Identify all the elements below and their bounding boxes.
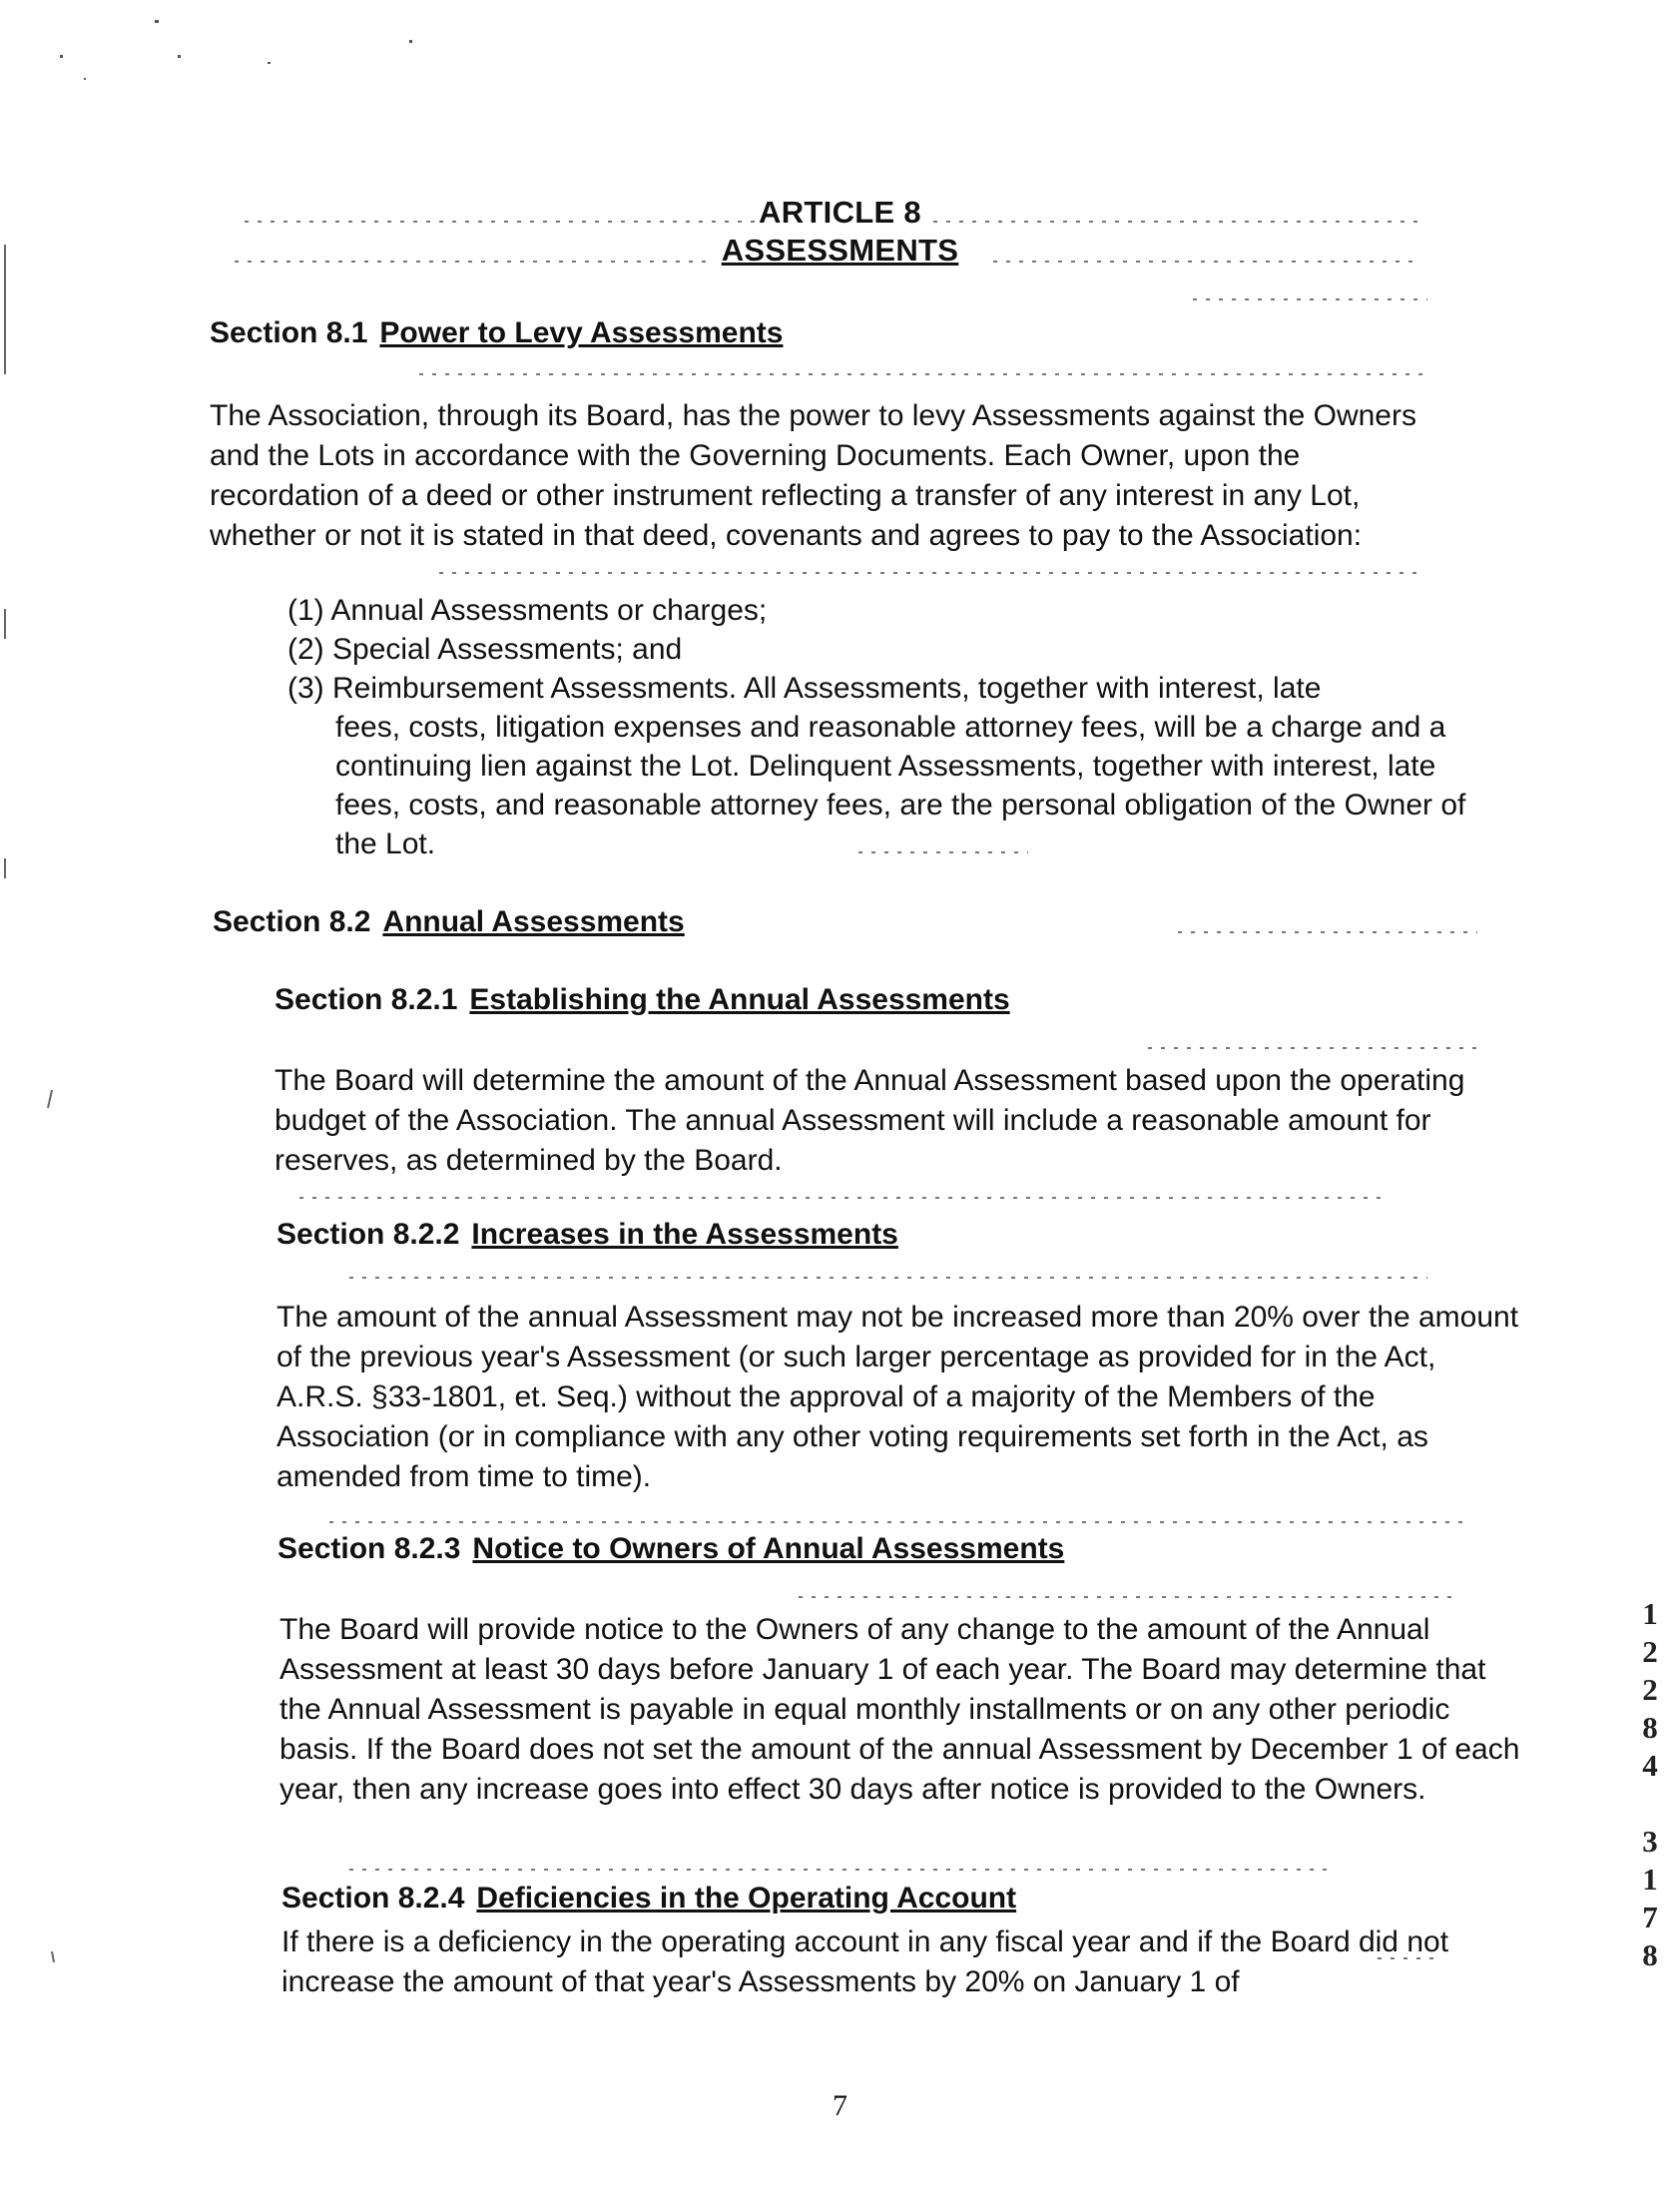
section-8-2-2-heading xyxy=(277,1218,898,1252)
assessment-type-list xyxy=(287,591,1495,863)
paragraph-text: If there is a deficiency in the operating account in any fiscal year and if the Board did not increase the amount of that year's Assessments by 20% on January 1 of xyxy=(281,1925,1449,1998)
section-number: Section 8.2.2 xyxy=(277,1218,460,1251)
section-number: Section 8.2.3 xyxy=(278,1532,461,1565)
article-title: ASSESSMENTS xyxy=(721,233,959,268)
stamp-digit: 3 xyxy=(1642,1824,1658,1859)
stamp-digit: 2 xyxy=(1642,1672,1658,1707)
section-8-1-intro xyxy=(210,396,1452,556)
stamp-digit: 8 xyxy=(1642,1710,1658,1745)
section-title: Notice to Owners of Annual Assessments xyxy=(472,1532,1065,1565)
list-item-continuation: fees, costs, litigation expenses and reasonable attorney fees, will be a charge and a continuing lien against the Lot. Delinquent Assessments, together with interest, late fees, costs, and reasonable attorney fees, are the personal obligation of the Owner of the Lot. xyxy=(335,711,1466,860)
paragraph-text: The Association, through its Board, has the power to levy Assessments against the Owners and the Lots in accordance with the Governing Documents. Each Owner, upon the recordation of a deed or other instrument reflecting a transfer of any interest in any Lot, whether or not it is stated in that deed, covenants and agrees to pay to the Association: xyxy=(210,399,1416,552)
stamp-digit: 1 xyxy=(1642,1596,1658,1631)
section-number: Section 8.2 xyxy=(213,905,371,938)
section-8-2-4-heading xyxy=(281,1882,1016,1916)
section-8-2-3-heading xyxy=(278,1532,1064,1566)
section-title: Deficiencies in the Operating Account xyxy=(476,1882,1017,1915)
recording-stamp xyxy=(1635,1595,1665,1974)
section-title: Power to Levy Assessments xyxy=(379,316,784,349)
section-8-2-3-body xyxy=(280,1610,1522,1810)
section-number: Section 8.2.1 xyxy=(275,983,458,1016)
section-title: Increases in the Assessments xyxy=(471,1218,898,1251)
paragraph-text: The amount of the annual Assessment may not be increased more than 20% over the amount of the previous year's Assessment (or such larger percentage as provided for in the Act, A.R.S. §33-1801, et. Seq.) without the approval of a majority of the Members of the Association (or in compliance with any other voting requirements set forth in the Act, as amended from time to time). xyxy=(277,1301,1519,1493)
stamp-digit: 2 xyxy=(1642,1634,1658,1669)
section-title: Annual Assessments xyxy=(382,905,685,938)
section-number: Section 8.2.4 xyxy=(281,1882,465,1915)
section-number: Section 8.1 xyxy=(210,316,368,349)
list-item: (3) Reimbursement Assessments. All Assessments, together with interest, late xyxy=(287,672,1322,705)
section-8-2-4-body xyxy=(281,1922,1494,2002)
list-item: (2) Special Assessments; and xyxy=(287,633,683,666)
section-8-2-1-body xyxy=(275,1061,1487,1181)
section-title: Establishing the Annual Assessments xyxy=(469,983,1010,1016)
article-number: ARTICLE 8 xyxy=(759,195,921,230)
stamp-digit: 1 xyxy=(1642,1862,1658,1897)
section-8-2-2-body xyxy=(277,1298,1519,1497)
paragraph-text: The Board will determine the amount of the Annual Assessment based upon the operating budget of the Association. The annual Assessment will include a reasonable amount for reserves, as determined by the Board. xyxy=(275,1064,1465,1177)
page-number: 7 xyxy=(833,2089,847,2122)
section-8-2-heading xyxy=(213,905,685,939)
paragraph-text: The Board will provide notice to the Owners of any change to the amount of the Annual Assessment at least 30 days before January 1 of each year. The Board may determine that the Annual Assessment is payable in equal monthly installments or on any other periodic basis. If the Board does not set the amount of the annual Assessment by December 1 of each year, then any increase goes into effect 30 days after notice is provided to the Owners. xyxy=(280,1613,1520,1806)
list-item: (1) Annual Assessments or charges; xyxy=(287,594,768,627)
section-8-2-1-heading xyxy=(275,983,1010,1017)
section-8-1-heading xyxy=(210,316,783,350)
stamp-digit: 4 xyxy=(1642,1748,1658,1783)
stamp-digit: 8 xyxy=(1642,1937,1658,1972)
stamp-gap xyxy=(1635,1785,1665,1823)
stamp-digit: 7 xyxy=(1642,1900,1658,1934)
